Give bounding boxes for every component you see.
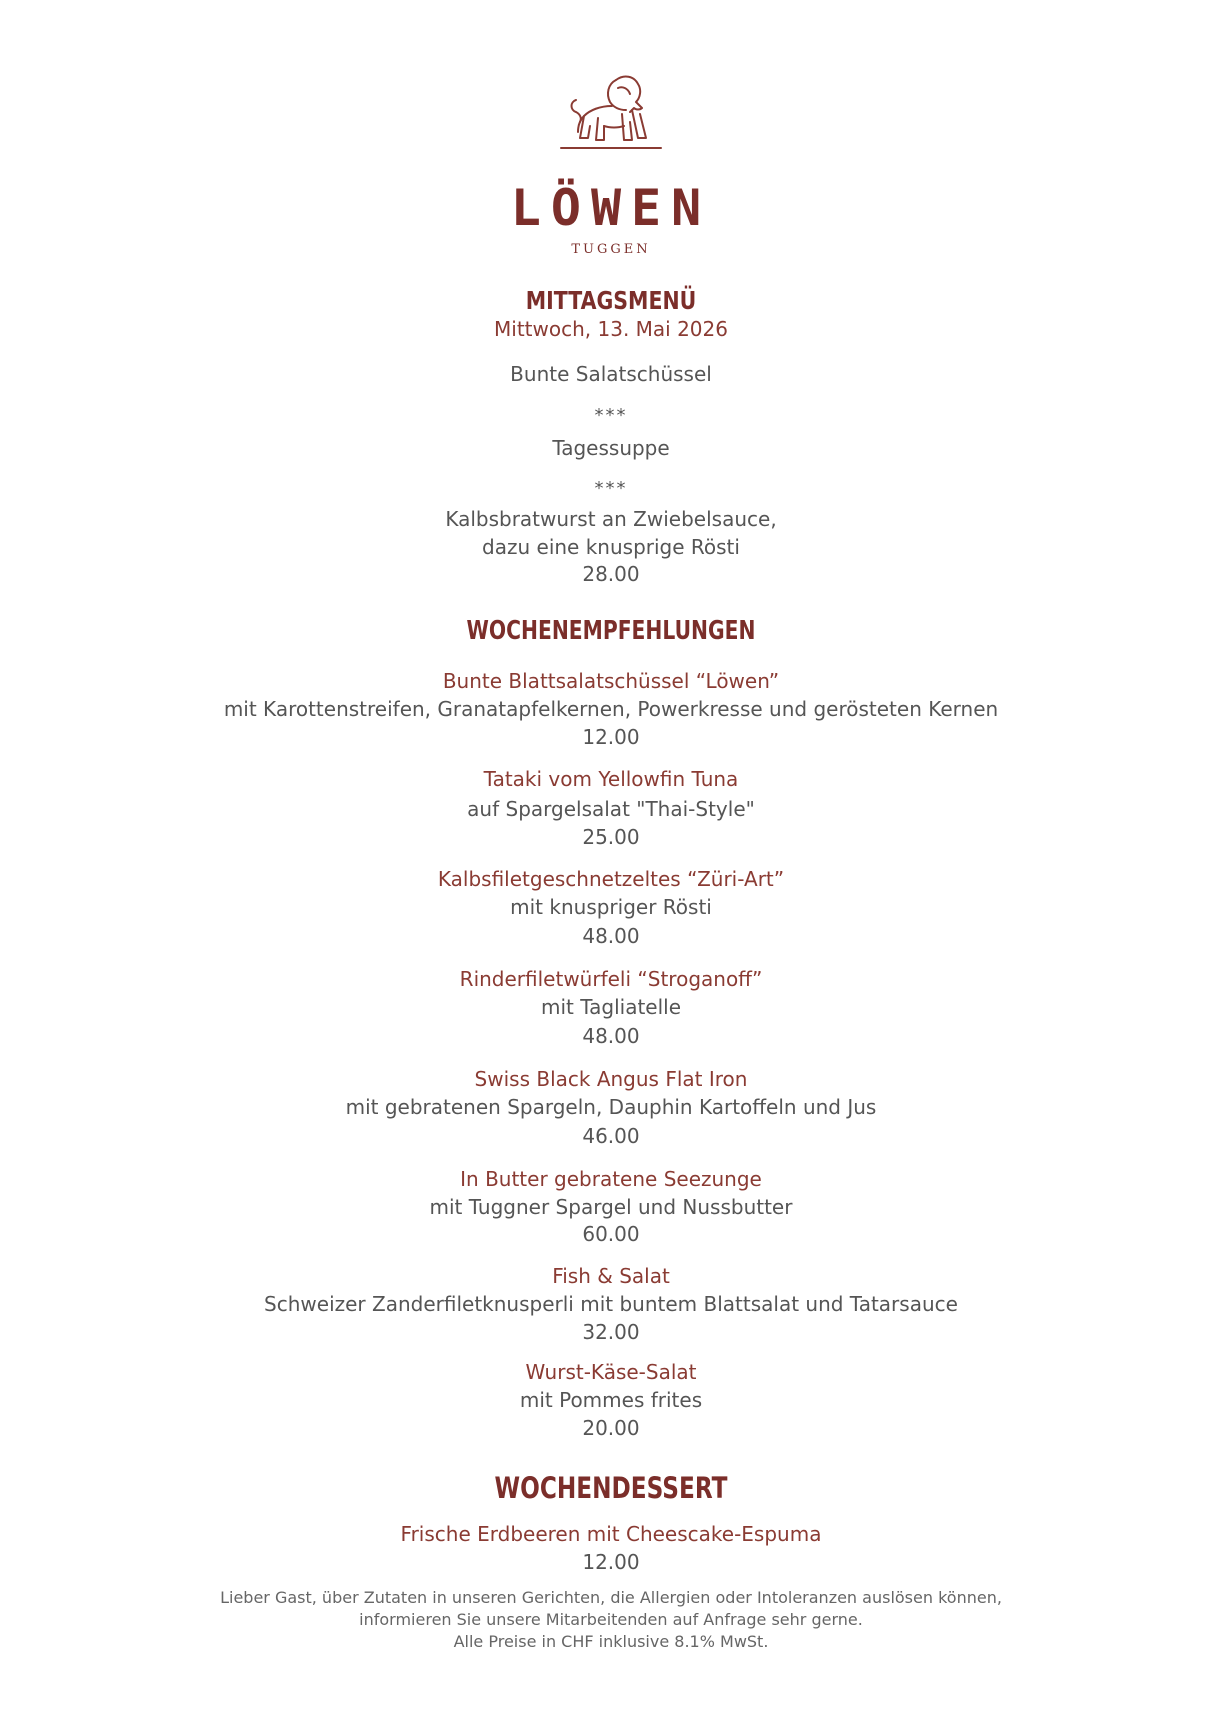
course-separator: *** bbox=[594, 478, 628, 499]
weekly-item-description: Schweizer Zanderfiletknusperli mit buntem Blattsalat und Tatarsauce bbox=[264, 1292, 958, 1316]
weekly-item-name: Swiss Black Angus Flat Iron bbox=[474, 1067, 748, 1091]
weekly-item-price: 20.00 bbox=[582, 1416, 640, 1440]
weekly-item-price: 46.00 bbox=[582, 1124, 640, 1148]
weekly-item-description: mit Tuggner Spargel und Nussbutter bbox=[429, 1195, 793, 1219]
weekly-dessert-title: WOCHENDESSERT bbox=[494, 1471, 728, 1505]
weekly-recommendations-title: WOCHENEMPFEHLUNGEN bbox=[466, 616, 756, 646]
lunch-menu-date: Mittwoch, 13. Mai 2026 bbox=[494, 317, 728, 341]
weekly-item-name: Bunte Blattsalatschüssel “Löwen” bbox=[442, 669, 780, 693]
weekly-item-price: 60.00 bbox=[582, 1222, 640, 1246]
weekly-item-price: 48.00 bbox=[582, 924, 640, 948]
lunch-course-main-line2: dazu eine knusprige Rösti bbox=[482, 535, 740, 559]
allergy-note-line1: Lieber Gast, über Zutaten in unseren Gerichten, die Allergien oder Intoleranzen auslösen können, bbox=[220, 1588, 1002, 1607]
course-separator: *** bbox=[594, 405, 628, 426]
lion-icon bbox=[556, 70, 666, 170]
lunch-course-salad: Bunte Salatschüssel bbox=[510, 362, 712, 386]
lunch-menu-title: MITTAGSMENÜ bbox=[525, 286, 697, 315]
dessert-price: 12.00 bbox=[582, 1550, 640, 1574]
weekly-item-price: 48.00 bbox=[582, 1024, 640, 1048]
weekly-item-price: 32.00 bbox=[582, 1320, 640, 1344]
weekly-item-name: Kalbsfiletgeschnetzeltes “Züri-Art” bbox=[437, 867, 785, 891]
brand-location: TUGGEN bbox=[571, 242, 651, 257]
weekly-item-name: Fish & Salat bbox=[552, 1264, 670, 1288]
price-note: Alle Preise in CHF inklusive 8.1% MwSt. bbox=[453, 1632, 769, 1651]
weekly-item-description: mit gebratenen Spargeln, Dauphin Kartoffeln und Jus bbox=[345, 1095, 877, 1119]
weekly-item-name: Tataki vom Yellowfin Tuna bbox=[483, 767, 739, 791]
lunch-course-soup: Tagessuppe bbox=[552, 436, 670, 460]
lunch-course-price: 28.00 bbox=[582, 562, 640, 586]
weekly-item-description: auf Spargelsalat "Thai-Style" bbox=[467, 797, 755, 821]
weekly-item-price: 25.00 bbox=[582, 825, 640, 849]
weekly-item-price: 12.00 bbox=[582, 725, 640, 749]
weekly-item-description: mit knuspriger Rösti bbox=[510, 895, 712, 919]
weekly-item-name: Rinderfiletwürfeli “Stroganoff” bbox=[459, 967, 763, 991]
weekly-item-description: mit Pommes frites bbox=[519, 1388, 703, 1412]
weekly-item-description: mit Karottenstreifen, Granatapfelkernen, Powerkresse und gerösteten Kernen bbox=[223, 697, 999, 721]
weekly-item-name: Wurst-Käse-Salat bbox=[525, 1360, 697, 1384]
weekly-item-name: In Butter gebratene Seezunge bbox=[460, 1167, 762, 1191]
brand-name: LÖWEN bbox=[510, 179, 712, 237]
allergy-note-line2: informieren Sie unsere Mitarbeitenden auf Anfrage sehr gerne. bbox=[359, 1610, 863, 1629]
weekly-item-description: mit Tagliatelle bbox=[540, 995, 682, 1019]
dessert-name: Frische Erdbeeren mit Cheescake-Espuma bbox=[400, 1522, 822, 1546]
lunch-course-main-line1: Kalbsbratwurst an Zwiebelsauce, bbox=[445, 507, 777, 531]
